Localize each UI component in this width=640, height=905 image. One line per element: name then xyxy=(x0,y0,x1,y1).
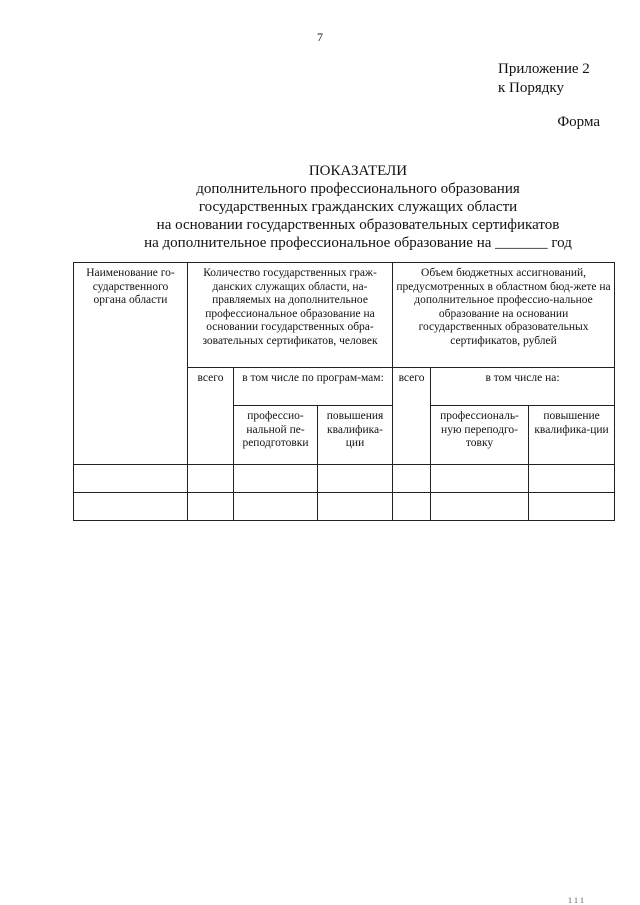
table-cell xyxy=(393,465,431,493)
table-cell xyxy=(318,493,393,521)
header-count-total: всего xyxy=(188,368,234,465)
header-budget-including: в том числе на: xyxy=(431,368,615,406)
header-budget-retraining: профессиональ-ную переподго-товку xyxy=(431,406,529,465)
table-cell xyxy=(188,493,234,521)
title-heading: ПОКАЗАТЕЛИ xyxy=(308,163,408,179)
table-cell xyxy=(529,465,615,493)
header-budget-qualification: повышение квалифика-ции xyxy=(529,406,615,465)
table-cell xyxy=(431,465,529,493)
header-employee-count: Количество государственных граж-данских служащих области, на-правляемых на дополнительное профессиональное образование на основании государственных обра-зовательных сертификатов, человек xyxy=(188,263,393,368)
header-count-programs: в том числе по програм-мам: xyxy=(234,368,393,406)
table-cell xyxy=(393,493,431,521)
footer-mark: 1 1 1 xyxy=(568,896,584,905)
table-cell xyxy=(234,465,318,493)
title-line-1: дополнительного профессионального образования xyxy=(196,181,520,197)
table-cell xyxy=(74,493,188,521)
header-count-retraining: профессио-нальной пе-реподготовки xyxy=(234,406,318,465)
document-title xyxy=(0,162,640,252)
header-count-qualification: повышения квалифика-ции xyxy=(318,406,393,465)
title-line-2: государственных гражданских служащих области xyxy=(198,199,518,215)
table-cell xyxy=(318,465,393,493)
appendix-line-2: к Порядку xyxy=(498,80,564,96)
table-row xyxy=(74,493,615,521)
table-cell xyxy=(529,493,615,521)
appendix-reference xyxy=(498,60,590,98)
table-cell xyxy=(188,465,234,493)
appendix-line-1: Приложение 2 xyxy=(498,61,590,77)
form-label: Форма xyxy=(557,114,600,130)
table-cell xyxy=(234,493,318,521)
title-line-4: на дополнительное профессиональное образование на _______ год xyxy=(144,235,572,251)
header-budget-amount: Объем бюджетных ассигнований, предусмотренных в областном бюд-жете на дополнительное профессио-нальное образование на основании государственных образовательных сертификатов, рублей xyxy=(393,263,615,368)
header-budget-total: всего xyxy=(393,368,431,465)
page-number: 7 xyxy=(317,30,323,44)
table-header-row-1 xyxy=(74,263,615,368)
title-line-3: на основании государственных образовательных сертификатов xyxy=(156,217,560,233)
indicators-table xyxy=(73,262,615,521)
table-cell xyxy=(431,493,529,521)
header-org-name: Наименование го-сударственного органа области xyxy=(74,263,188,465)
table-row xyxy=(74,465,615,493)
table-cell xyxy=(74,465,188,493)
